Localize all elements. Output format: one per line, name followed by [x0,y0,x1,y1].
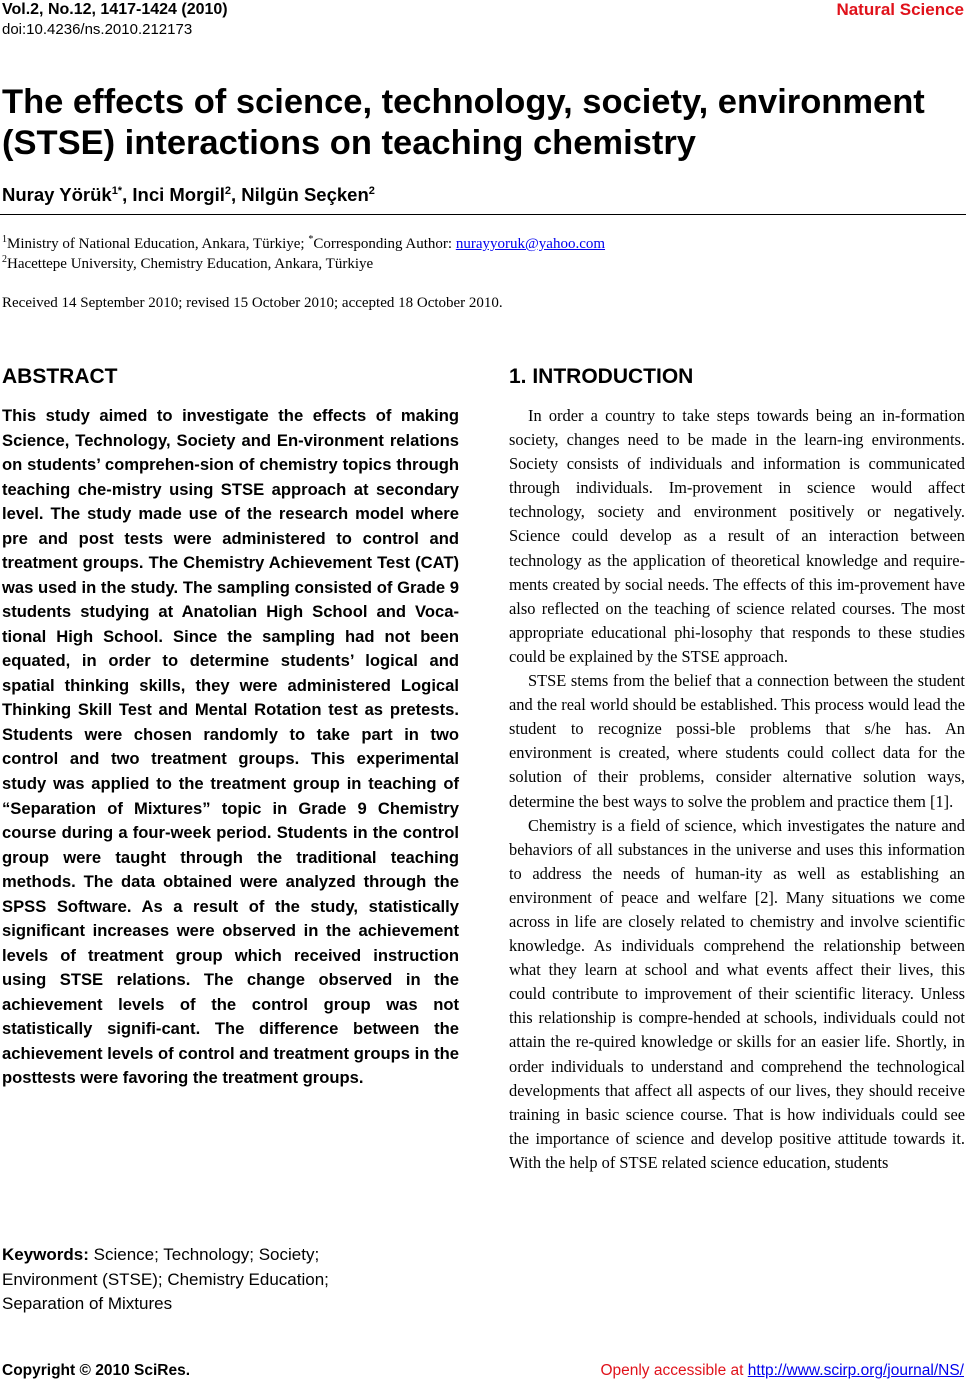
volume-info: Vol.2, No.12, 1417-1424 (2010) [2,1,228,18]
author-separator: , [231,184,242,205]
keywords-label: Keywords: [2,1245,89,1264]
affiliation-sup: 2 [2,254,7,265]
affiliation-text: Hacettepe University, Chemistry Education, Ankara, Türkiye [7,256,374,272]
journal-url-link[interactable]: http://www.scirp.org/journal/NS/ [747,1362,964,1379]
affiliation-2 [2,250,373,274]
keywords-line: Environment (STSE); Chemistry Education; [2,1269,329,1289]
running-header [2,0,228,40]
access-text: Openly accessible at [600,1362,748,1379]
paper-title: The effects of science, technology, society, environment (STSE) interactions on teaching chemistry [2,83,925,162]
keywords [2,1243,442,1317]
copyright: Copyright © 2010 SciRes. [2,1362,191,1379]
abstract-heading: ABSTRACT [2,365,118,388]
corresponding-sup: * [308,234,314,245]
affiliation-text: Ministry of National Education, Ankara, Türkiye; [7,236,309,252]
journal-name: Natural Science [836,0,964,19]
author-sup: 2 [368,184,375,197]
author-sup: 1* [111,184,123,197]
paragraph: Chemistry is a field of science, which investigates the nature and behaviors of all substances in the universe and uses this information to address the needs of human-ity as well as establishing an environment of peace and welfare [2]. Many situations we come across in life are closely related to chemistry and involve scientific knowledge. As individuals comprehend the relationship between what they learn at school and what events affect their lives, this could contribute to improvement of their scientific literacy. Unless this relationship is compre-hended at schools, individuals could not attain the re-quired knowledge or skills for an easier life. Shortly, in order individuals to understand and comprehend the technological developments that affect all aspects of our lives, they should receive training in basic science course. That is how individuals could see the importance of science and develop positive attitude towards it. With the help of STSE related science education, students [509,815,965,1172]
paragraph: STSE stems from the belief that a connection between the student and the real world should be established. This process would lead the student to recognize possi-ble problems that s/he has. An environment is created, where students could collect data for the solution of their problems, consider alternative solution ways, determine the best ways to solve the problem and practice them [1]. [509,671,965,811]
introduction-body [509,404,965,1175]
introduction-heading: 1. INTRODUCTION [509,365,694,388]
corresponding-label: Corresponding Author: [313,236,456,252]
paragraph: In order a country to take steps towards being an in-formation society, changes need to be made in the learn-ing environments. Society consists of individuals and information is communicated through individuals. Im-provement in science would affect technology, society and environment positively or negatively. Science could develop as a result of an interaction between technology as the application of theoretical knowledge and require-ments created by social needs. The effects of this im-provement have also reflected on the teaching of science related courses. The most appropriate educational phi-losophy that responds to these studies could be explained by the STSE approach. [509,406,965,666]
author-separator: , [122,184,133,205]
abstract-text: This study aimed to investigate the effects of making Science, Technology, Society and En-vironment relations on students’ comprehen-sion of chemistry topics through teaching che-mistry using STSE approach at secondary level. The study made use of the research model where pre and post tests were administered to control and treatment groups. The Chemistry Achievement Test (CAT) was used in the study. The sampling consisted of Grade 9 students studying at Anatolian High School and Voca-tional High School. Since the sampling had not been equated, in order to determine students’ logical and spatial thinking skills, they were administered Logical Thinking Skill Test and Mental Rotation test as pretests. Students were chosen randomly to take part in two control and two treatment groups. This experimental study was applied to the treatment group in teaching of “Separation of Mixtures” topic in Grade 9 Chemistry course during a four-week period. Students in the control group were taught through the traditional teaching methods. The data obtained were analyzed through the SPSS Software. As a result of the study, statistically significant increases were observed in the achievement levels of treatment group which received instruction using STSE relations. The change observed in the achievement levels of the control group was not statistically signifi-cant. The difference between the achievement levels of control and treatment groups in the posttests were favoring the treatment groups. [2,406,459,1088]
author-sup: 2 [224,184,231,197]
doi: doi:10.4236/ns.2010.212173 [2,21,193,38]
keywords-line: Separation of Mixtures [2,1294,173,1313]
received-dates: Received 14 September 2010; revised 15 October 2010; accepted 18 October 2010. [2,295,503,311]
affiliation-sup: 1 [2,234,7,245]
open-access-note [600,1362,964,1380]
keywords-line: Science; Technology; Society; [88,1245,320,1264]
header-divider [0,214,966,215]
author-name: Nilgün Seçken [241,184,369,205]
email-link[interactable]: nurayyoruk@yahoo.com [455,236,606,252]
author-name: Nuray Yörük [2,184,112,205]
author-list [2,184,375,206]
author-name: Inci Morgil [132,184,225,205]
